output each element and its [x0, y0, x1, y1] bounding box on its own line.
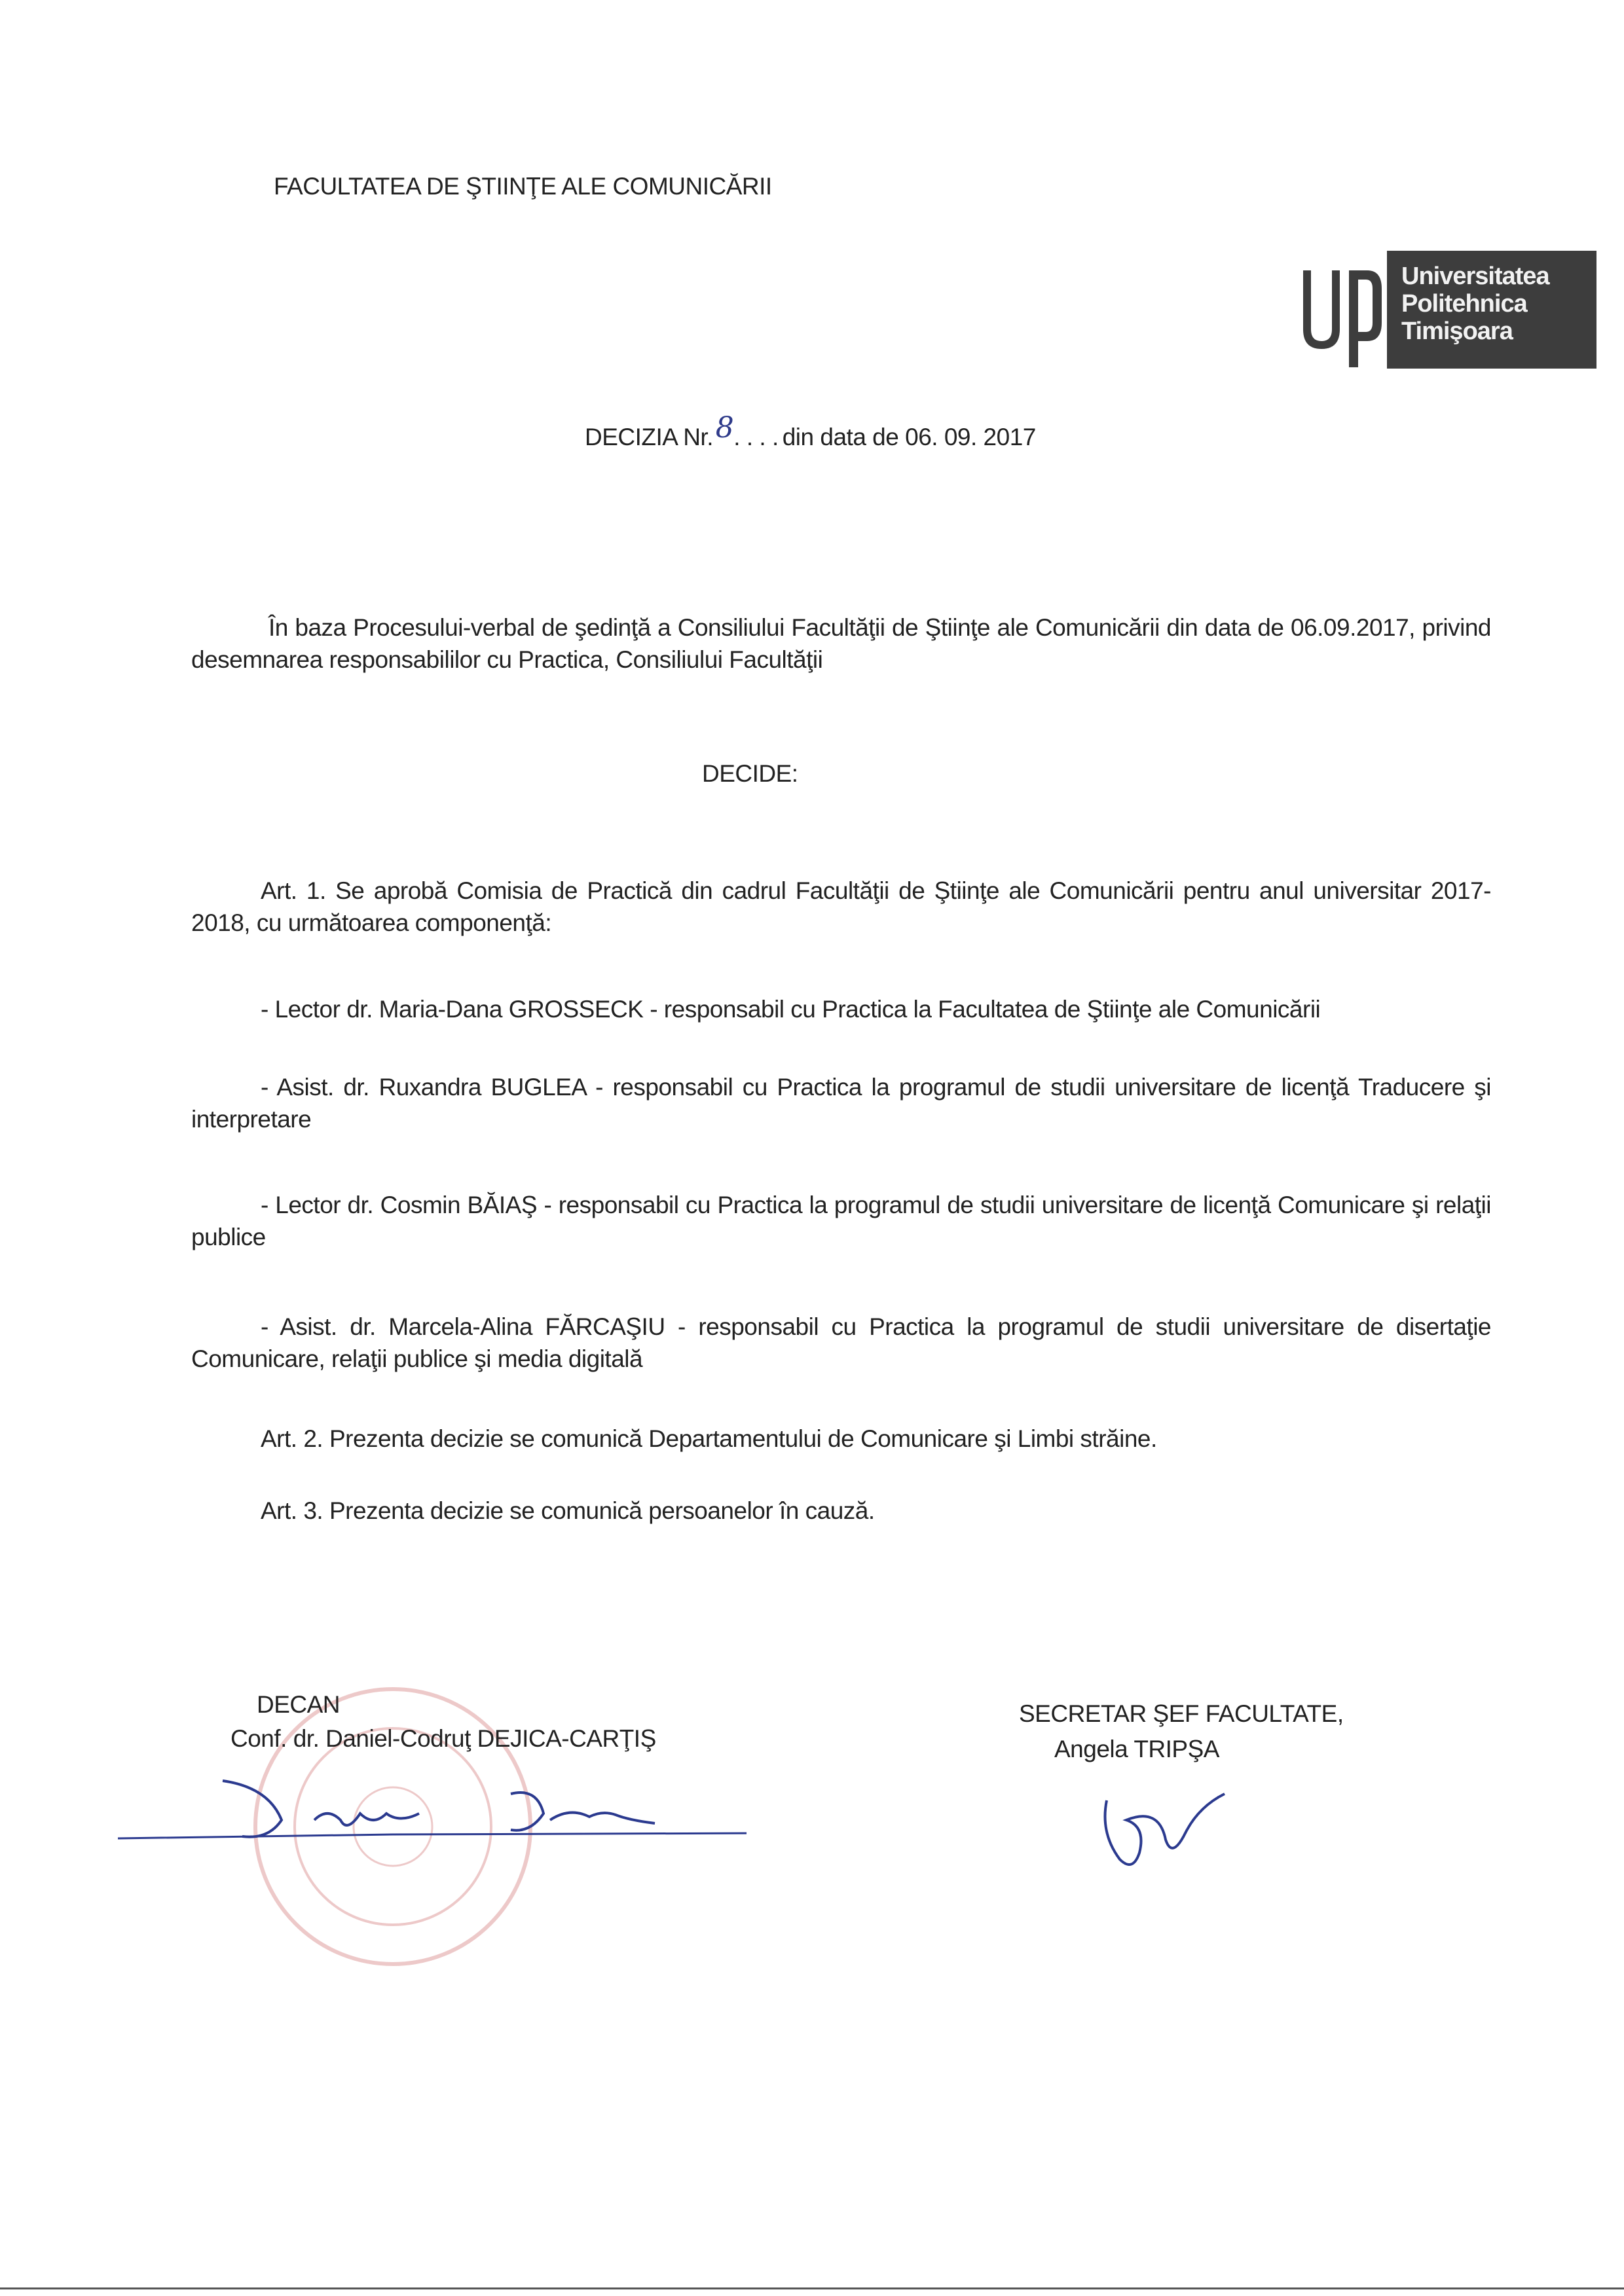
secretary-signature — [1087, 1781, 1231, 1886]
scan-edge-line — [0, 2287, 1624, 2289]
logo-line-3: Timişoara — [1401, 318, 1513, 345]
member-text: - Asist. dr. Marcela-Alina FĂRCAŞIU - responsabil cu Practica la programul de studii universitare de disertaţie Comunicare, relaţii publice şi media digitală — [191, 1313, 1491, 1372]
decision-date: din data de 06. 09. 2017 — [782, 424, 1036, 450]
member-item — [191, 1311, 1491, 1375]
member-text: - Asist. dr. Ruxandra BUGLEA - responsabil cu Practica la programul de studii universitare de licenţă Traducere şi interpretare — [191, 1074, 1491, 1133]
dean-name: Conf. dr. Daniel-Codruţ DEJICA-CARŢIŞ — [231, 1725, 656, 1752]
article-2: Art. 2. Prezenta decizie se comunică Departamentului de Comunicare şi Limbi străine. — [261, 1425, 1157, 1452]
logo-text-box — [1387, 251, 1596, 369]
decision-number-handwritten: 8 — [715, 411, 734, 445]
secretary-name: Angela TRIPŞA — [1054, 1736, 1219, 1762]
faculty-heading: FACULTATEA DE ŞTIINŢE ALE COMUNICĂRII — [274, 173, 772, 200]
article-1 — [191, 875, 1491, 939]
dean-title: DECAN — [257, 1691, 341, 1718]
article-1-text: Art. 1. Se aprobă Comisia de Practică din cadrul Facultăţii de Ştiinţe ale Comunicării pentru anul universitar 2017-2018, cu următoarea componenţă: — [191, 877, 1491, 936]
member-item: - Lector dr. Maria-Dana GROSSECK - responsabil cu Practica la Facultatea de Ştiinţe ale Comunicării — [261, 996, 1321, 1023]
logo-line-1: Universitatea — [1401, 263, 1549, 290]
intro-text: În baza Procesului-verbal de şedinţă a Consiliului Facultăţii de Ştiinţe ale Comunicării din data de 06.09.2017, privind desemnarea responsabililor cu Practica, Consiliului Facultăţii — [191, 614, 1491, 673]
dean-signature — [118, 1774, 747, 1853]
secretary-title: SECRETAR ŞEF FACULTATE, — [1019, 1700, 1344, 1727]
up-logo-mark — [1295, 251, 1387, 369]
article-3: Art. 3. Prezenta decizie se comunică persoanelor în cauză. — [261, 1497, 875, 1524]
university-logo — [1295, 251, 1596, 369]
intro-paragraph — [191, 611, 1491, 676]
decision-prefix: DECIZIA Nr. — [585, 424, 720, 450]
decision-dots: . . . . — [733, 424, 779, 450]
member-item — [191, 1189, 1491, 1253]
member-text: - Lector dr. Cosmin BĂIAŞ - responsabil cu Practica la programul de studii universitare de licenţă Comunicare şi relaţii publice — [191, 1192, 1491, 1250]
decision-title — [585, 411, 1036, 454]
decide-heading: DECIDE: — [702, 760, 798, 787]
logo-line-2: Politehnica — [1401, 290, 1527, 318]
member-item — [191, 1071, 1491, 1135]
